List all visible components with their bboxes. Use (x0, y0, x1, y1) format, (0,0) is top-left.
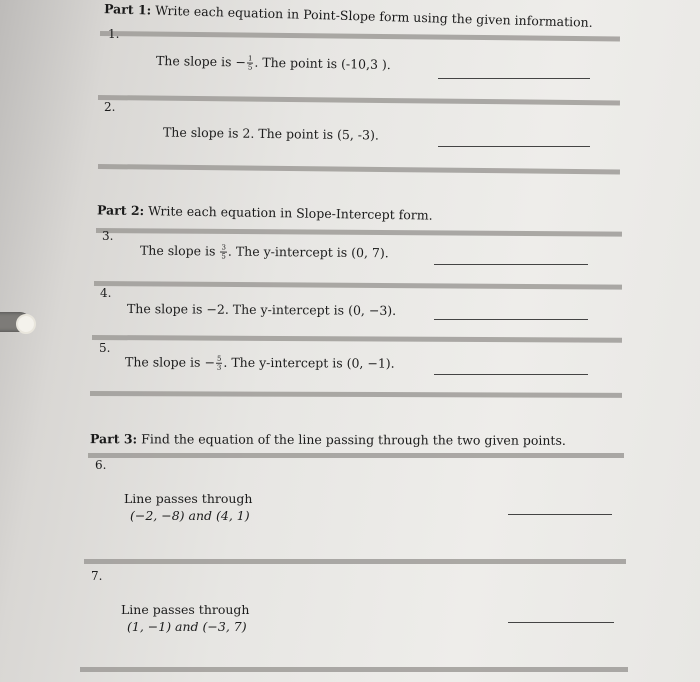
part1-title-bold: Part 1: (103, 1, 152, 18)
part1-title-rest: Write each equation in Point-Slope form using the given information. (151, 2, 593, 30)
binder-hole (0, 312, 30, 332)
part3-title-rest: Find the equation of the line passing through the two given points. (137, 431, 566, 448)
part3-title-bold: Part 3: (89, 431, 138, 447)
question-7-text (121, 601, 249, 635)
q3-fraction (220, 244, 227, 261)
q7-line2: (1, −1) and (−3, 7) (127, 619, 247, 634)
divider-bar (94, 281, 622, 290)
divider-bar (96, 228, 622, 237)
q3-suffix: . The y-intercept is (0, 7). (227, 243, 389, 261)
divider-bar (90, 391, 622, 398)
answer-line-2[interactable] (438, 146, 590, 147)
answer-line-3[interactable] (434, 264, 588, 265)
divider-bar (98, 164, 620, 174)
q1-frac-num: 1 (247, 54, 253, 63)
q5-frac-num: 5 (216, 354, 222, 363)
q5-fraction (216, 355, 223, 372)
divider-bar (84, 559, 626, 564)
q6-line1: Line passes through (124, 491, 253, 506)
q3-frac-num: 3 (221, 243, 227, 252)
q3-frac-den: 5 (221, 252, 226, 261)
question-6-text (124, 490, 252, 524)
question-number: 1. (108, 27, 120, 41)
divider-bar (100, 31, 620, 41)
q1-fraction (247, 55, 254, 72)
divider-bar (92, 335, 622, 343)
q5-frac-den: 3 (216, 363, 222, 372)
question-3-text (140, 243, 389, 263)
q1-frac-den: 5 (247, 63, 253, 72)
q6-line2: (−2, −8) and (4, 1) (130, 508, 250, 523)
question-number: 6. (95, 458, 107, 472)
part2-title (97, 202, 433, 222)
question-1-text (156, 53, 391, 74)
q1-suffix: . The point is (-10,3 ). (254, 54, 391, 73)
question-number: 5. (99, 341, 111, 355)
question-number: 4. (100, 286, 112, 300)
part2-title-bold: Part 2: (96, 202, 145, 219)
divider-bar (80, 667, 628, 672)
answer-line-7[interactable] (508, 622, 614, 623)
part1-title (104, 1, 593, 30)
part2-title-rest: Write each equation in Slope-Intercept form. (144, 203, 433, 223)
question-4-text: The slope is −2. The y-intercept is (0, −3). (126, 301, 397, 318)
q5-suffix: . The y-intercept is (0, −1). (223, 354, 395, 371)
divider-bar (98, 95, 620, 105)
divider-bar (88, 453, 624, 458)
question-number: 3. (102, 229, 114, 243)
q5-prefix: The slope is − (124, 354, 215, 370)
answer-line-5[interactable] (434, 374, 588, 375)
q1-prefix: The slope is − (155, 52, 247, 70)
part3-title (90, 431, 566, 448)
question-2-text: The slope is 2. The point is (5, -3). (162, 124, 379, 143)
answer-line-1[interactable] (438, 78, 590, 79)
q7-line1: Line passes through (121, 602, 250, 617)
question-5-text (125, 354, 395, 372)
question-number: 7. (91, 569, 103, 583)
q3-prefix: The slope is (139, 242, 220, 259)
answer-line-4[interactable] (434, 319, 588, 320)
answer-line-6[interactable] (508, 514, 612, 515)
question-number: 2. (104, 100, 116, 114)
